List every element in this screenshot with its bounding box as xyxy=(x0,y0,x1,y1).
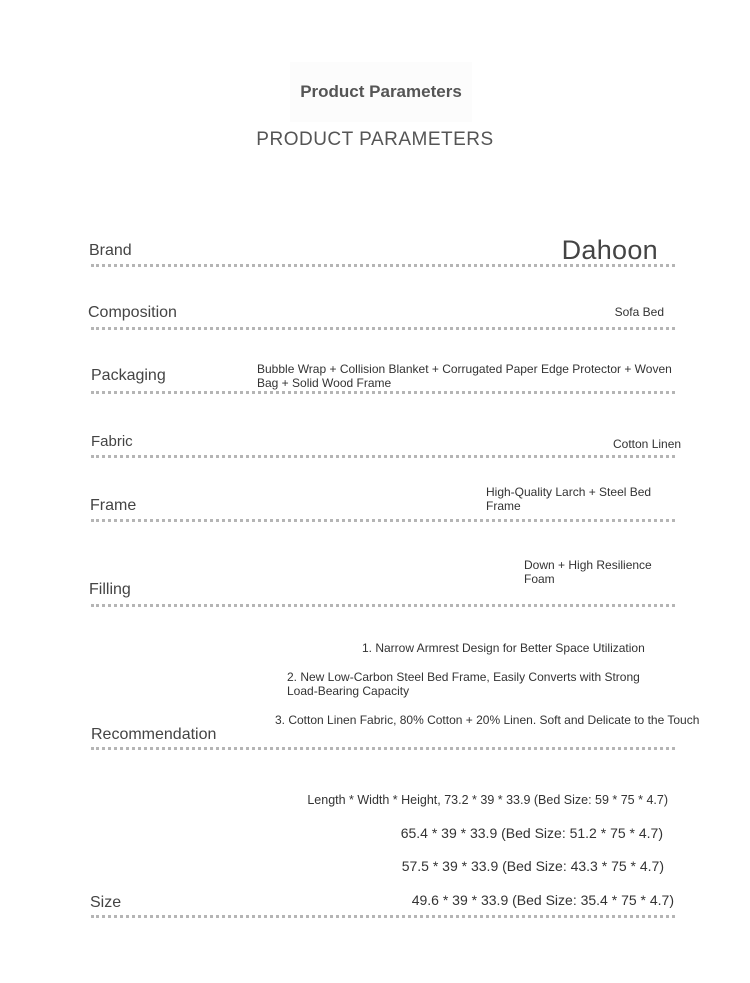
divider xyxy=(91,519,675,522)
frame-value: High-Quality Larch + Steel Bed Frame xyxy=(486,485,652,513)
divider xyxy=(91,604,675,607)
filling-value: Down + High Resilience Foam xyxy=(524,558,652,586)
size-line: Length * Width * Height, 73.2 * 39 * 33.9 (Bed Size: 59 * 75 * 4.7) xyxy=(307,793,668,807)
divider xyxy=(91,455,675,458)
size-line: 57.5 * 39 * 33.9 (Bed Size: 43.3 * 75 * 4.7) xyxy=(401,858,664,874)
divider xyxy=(91,391,675,394)
filling-label: Filling xyxy=(89,581,131,598)
frame-label: Frame xyxy=(90,497,137,514)
divider xyxy=(91,327,675,330)
recommendation-item: 3. Cotton Linen Fabric, 80% Cotton + 20% Linen. Soft and Delicate to the Touch xyxy=(275,713,700,727)
divider xyxy=(91,747,675,750)
recommendation-label: Recommendation xyxy=(91,726,217,743)
composition-label: Composition xyxy=(88,304,177,321)
brand-label: Brand xyxy=(89,242,132,259)
page-subtitle: PRODUCT PARAMETERS xyxy=(256,129,494,150)
size-label: Size xyxy=(90,894,122,911)
packaging-label: Packaging xyxy=(91,367,166,384)
size-line: 49.6 * 39 * 33.9 (Bed Size: 35.4 * 75 * 4.7) xyxy=(411,892,674,908)
size-line: 65.4 * 39 * 33.9 (Bed Size: 51.2 * 75 * 4.7) xyxy=(400,825,663,841)
recommendation-item: 1. Narrow Armrest Design for Better Space Utilization xyxy=(362,641,645,655)
page-title: Product Parameters xyxy=(290,62,472,122)
divider xyxy=(91,264,675,267)
fabric-value: Cotton Linen xyxy=(613,437,682,451)
brand-value: Dahoon xyxy=(561,235,658,265)
composition-value: Sofa Bed xyxy=(614,305,664,319)
divider xyxy=(91,915,675,918)
fabric-label: Fabric xyxy=(91,433,133,450)
packaging-value: Bubble Wrap + Collision Blanket + Corrugated Paper Edge Protector + Woven Bag + Solid Wood Frame xyxy=(257,362,672,390)
recommendation-item: 2. New Low-Carbon Steel Bed Frame, Easily Converts with Strong Load-Bearing Capacity xyxy=(287,670,640,698)
